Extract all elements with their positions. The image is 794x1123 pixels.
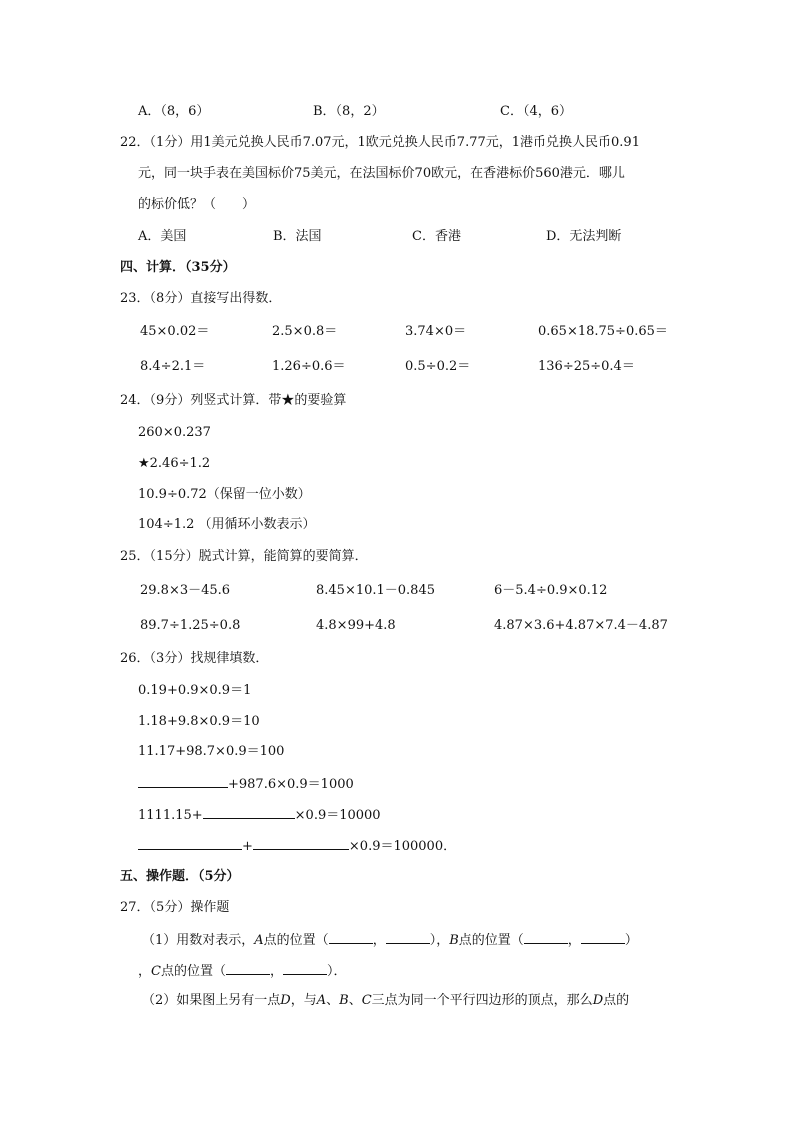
q23-r1c2: 2.5×0.8＝ <box>272 324 338 339</box>
c-y-blank[interactable] <box>283 962 327 975</box>
q26-line-2: 1.18+9.8×0.9＝10 <box>138 714 260 729</box>
q26-line-5: 1111.15+ ×0.9＝10000 <box>138 808 381 823</box>
q22-line3: 的标价低？（ ） <box>138 197 256 212</box>
q25-r2c1: 89.7÷1.25÷0.8 <box>140 618 241 633</box>
q25-r2c3: 4.87×3.6+4.87×7.4－4.87 <box>494 618 668 633</box>
q27-part2-line1: （2）如果图上另有一点D，与A、B、C三点为同一个平行四边形的顶点，那么D点的 <box>142 993 630 1008</box>
q27-part1-line1: （1）用数对表示，A点的位置（ ， ），B点的位置（ ， ） <box>142 933 638 948</box>
q22-line2: 元，同一块手表在美国标价75美元，在法国标价70欧元，在香港标价560港元．哪儿 <box>138 166 625 181</box>
q23-r2c2: 1.26÷0.6＝ <box>272 359 346 374</box>
q24-item-3: 10.9÷0.72（保留一位小数） <box>138 487 311 502</box>
q24-title: 24．（9分）列竖式计算．带★的要验算 <box>120 393 347 408</box>
q21-option-a: A．（8，6） <box>138 104 210 119</box>
a-y-blank[interactable] <box>386 931 430 944</box>
q25-r1c2: 8.45×10.1－0.845 <box>316 583 435 598</box>
q26-line-3: 11.17+98.7×0.9＝100 <box>138 744 285 759</box>
q23-r1c4: 0.65×18.75÷0.65＝ <box>538 324 668 339</box>
q24-item-4: 104÷1.2 （用循环小数表示） <box>138 517 316 532</box>
q26-blank-1[interactable] <box>138 775 228 788</box>
section-5-heading: 五、操作题．（5分） <box>120 869 240 884</box>
c-x-blank[interactable] <box>226 962 270 975</box>
q23-title: 23．（8分）直接写出得数． <box>120 291 282 306</box>
q26-line-4: +987.6×0.9＝1000 <box>138 775 354 793</box>
q25-r2c2: 4.8×99+4.8 <box>316 618 396 633</box>
q26-line-1: 0.19+0.9×0.9＝1 <box>138 683 252 698</box>
q22-option-b: B．法国 <box>273 229 322 244</box>
q24-item-2: ★2.46÷1.2 <box>138 456 211 471</box>
q27-part1-line2: ，C点的位置（ ， ）． <box>138 964 347 979</box>
q23-r1c3: 3.74×0＝ <box>405 324 467 339</box>
q25-r1c1: 29.8×3－45.6 <box>140 583 231 598</box>
q25-title: 25．（15分）脱式计算，能简算的要简算． <box>120 549 368 564</box>
a-x-blank[interactable] <box>329 931 373 944</box>
q25-r1c3: 6－5.4÷0.9×0.12 <box>494 583 608 598</box>
q23-r2c4: 136÷25÷0.4＝ <box>538 359 635 374</box>
q24-item-1: 260×0.237 <box>138 425 211 440</box>
q26-blank-2[interactable] <box>203 806 295 819</box>
q22-option-c: C．香港 <box>412 229 461 244</box>
q26-blank-4[interactable] <box>253 837 349 850</box>
q21-option-b: B．（8，2） <box>313 104 385 119</box>
section-4-heading: 四、计算．（35分） <box>120 260 236 275</box>
q23-r1c1: 45×0.02＝ <box>140 324 210 339</box>
q22-line1: 22．（1分）用1美元兑换人民币7.07元，1欧元兑换人民币7.77元，1港币兑换人民币0.91 <box>120 135 640 150</box>
q23-r2c3: 0.5÷0.2＝ <box>405 359 471 374</box>
q22-option-d: D．无法判断 <box>546 229 622 244</box>
q21-option-c: C．（4，6） <box>500 104 572 119</box>
b-x-blank[interactable] <box>524 931 568 944</box>
q22-option-a: A．美国 <box>138 229 187 244</box>
q23-r2c1: 8.4÷2.1＝ <box>140 359 206 374</box>
b-y-blank[interactable] <box>581 931 625 944</box>
q26-line-6: + ×0.9＝100000． <box>138 837 456 855</box>
q26-title: 26．（3分）找规律填数． <box>120 651 269 666</box>
q27-title: 27．（5分）操作题 <box>120 900 230 915</box>
q26-blank-3[interactable] <box>138 837 242 850</box>
